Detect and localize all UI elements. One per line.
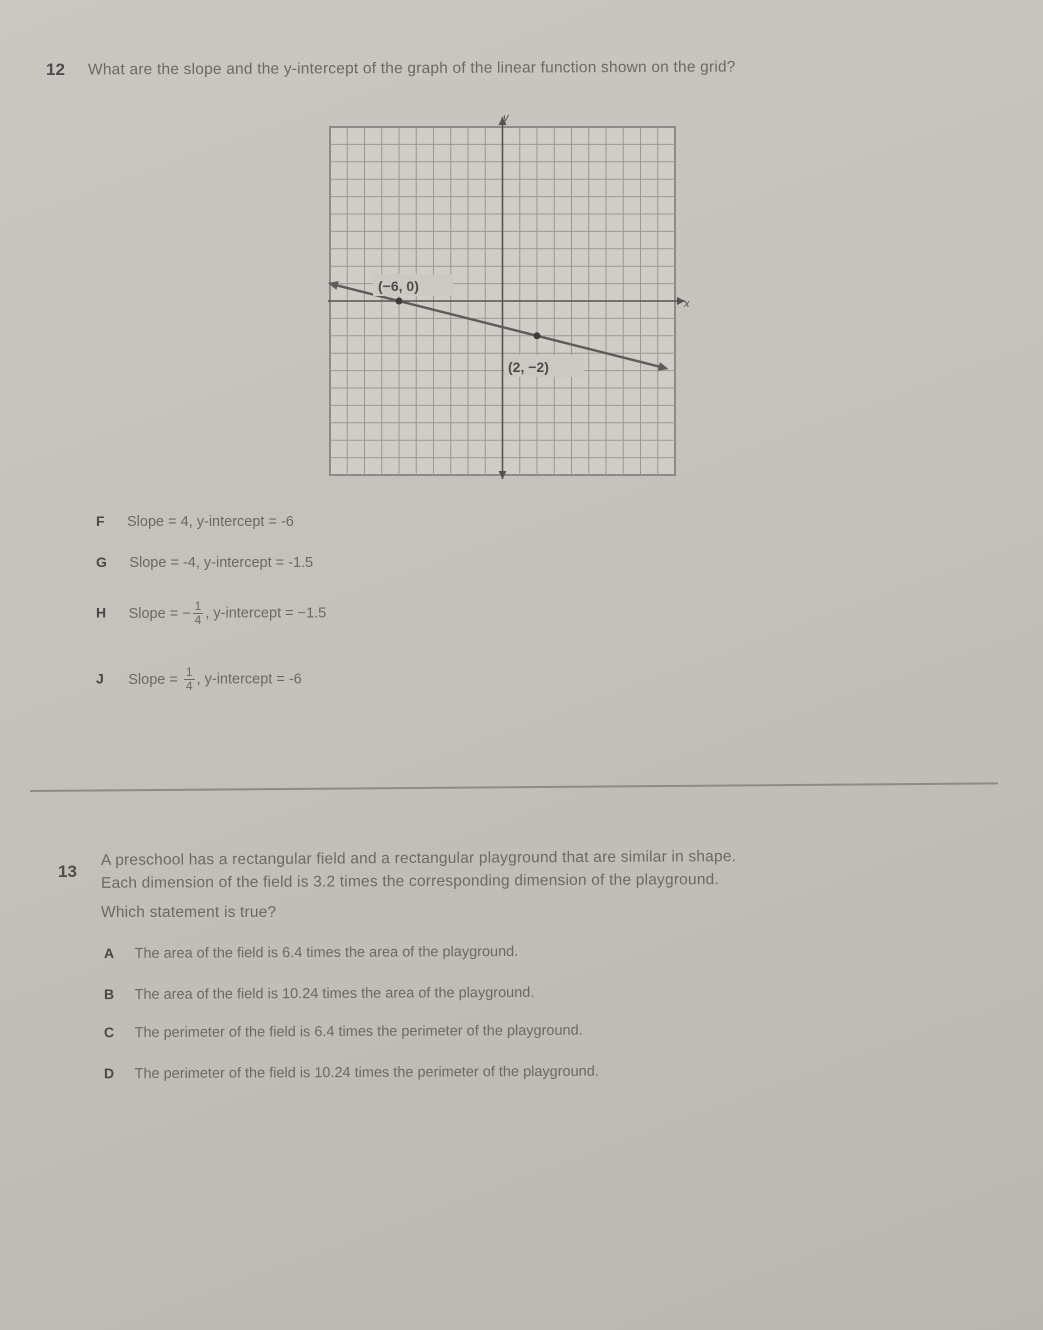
option-b-letter: B	[103, 986, 115, 1003]
option-c[interactable]	[104, 1022, 583, 1043]
option-d[interactable]	[104, 1063, 599, 1084]
option-b-text: The area of the field is 10.24 times the area of the playground.	[134, 984, 535, 1003]
point-a	[396, 298, 403, 305]
q12-number: 12	[46, 60, 65, 79]
x-axis-label: x	[684, 298, 690, 310]
option-h-letter: H	[96, 604, 107, 621]
option-f-text: Slope = 4, y-intercept = -6	[127, 514, 294, 530]
q13-line1: A preschool has a rectangular field and a rectangular playground that are similar in shape.	[100, 848, 737, 869]
option-j-numerator: 1	[185, 665, 193, 679]
point-label-b: (2, −2)	[508, 359, 549, 375]
q13-line2: Each dimension of the field is 3.2 times the corresponding dimension of the playground.	[100, 871, 719, 892]
option-h-fraction	[193, 600, 204, 627]
option-h-denominator: 4	[194, 613, 202, 627]
option-a-letter: A	[103, 945, 115, 962]
option-j-denominator: 4	[185, 679, 193, 693]
option-j-text-pre: Slope =	[128, 671, 182, 688]
option-j-text-post: , y-intercept = -6	[196, 671, 302, 688]
option-c-text: The perimeter of the field is 6.4 times the perimeter of the playground.	[134, 1022, 583, 1042]
option-d-letter: D	[103, 1065, 115, 1082]
q13-line3: Which statement is true?	[101, 904, 277, 921]
q12-text: What are the slope and the y-intercept of the graph of the linear function shown on the grid?	[87, 58, 736, 79]
y-axis-label: y	[503, 112, 509, 124]
point-label-a: (−6, 0)	[378, 278, 419, 294]
option-g-text: Slope = -4, y-intercept = -1.5	[129, 555, 314, 571]
option-h-text-post: , y-intercept = −1.5	[205, 605, 327, 622]
option-c-letter: C	[103, 1024, 115, 1041]
option-j-letter: J	[96, 670, 104, 687]
option-g-letter: G	[96, 554, 107, 570]
option-g[interactable]	[96, 554, 313, 572]
point-b	[534, 332, 541, 339]
option-f-letter: F	[96, 513, 105, 529]
section-divider	[30, 782, 998, 792]
option-j[interactable]	[96, 666, 302, 693]
option-a[interactable]	[104, 943, 518, 963]
option-h-text-pre: Slope = −	[128, 605, 191, 622]
option-d-text: The perimeter of the field is 10.24 times the perimeter of the playground.	[134, 1063, 599, 1083]
option-b[interactable]	[104, 984, 534, 1004]
coordinate-grid	[318, 105, 708, 490]
option-j-fraction	[184, 666, 195, 693]
option-a-text: The area of the field is 6.4 times the area of the playground.	[134, 943, 519, 962]
option-h-numerator: 1	[194, 599, 202, 613]
q13-number: 13	[58, 862, 77, 881]
option-f[interactable]	[96, 513, 294, 531]
option-h[interactable]	[96, 600, 326, 627]
